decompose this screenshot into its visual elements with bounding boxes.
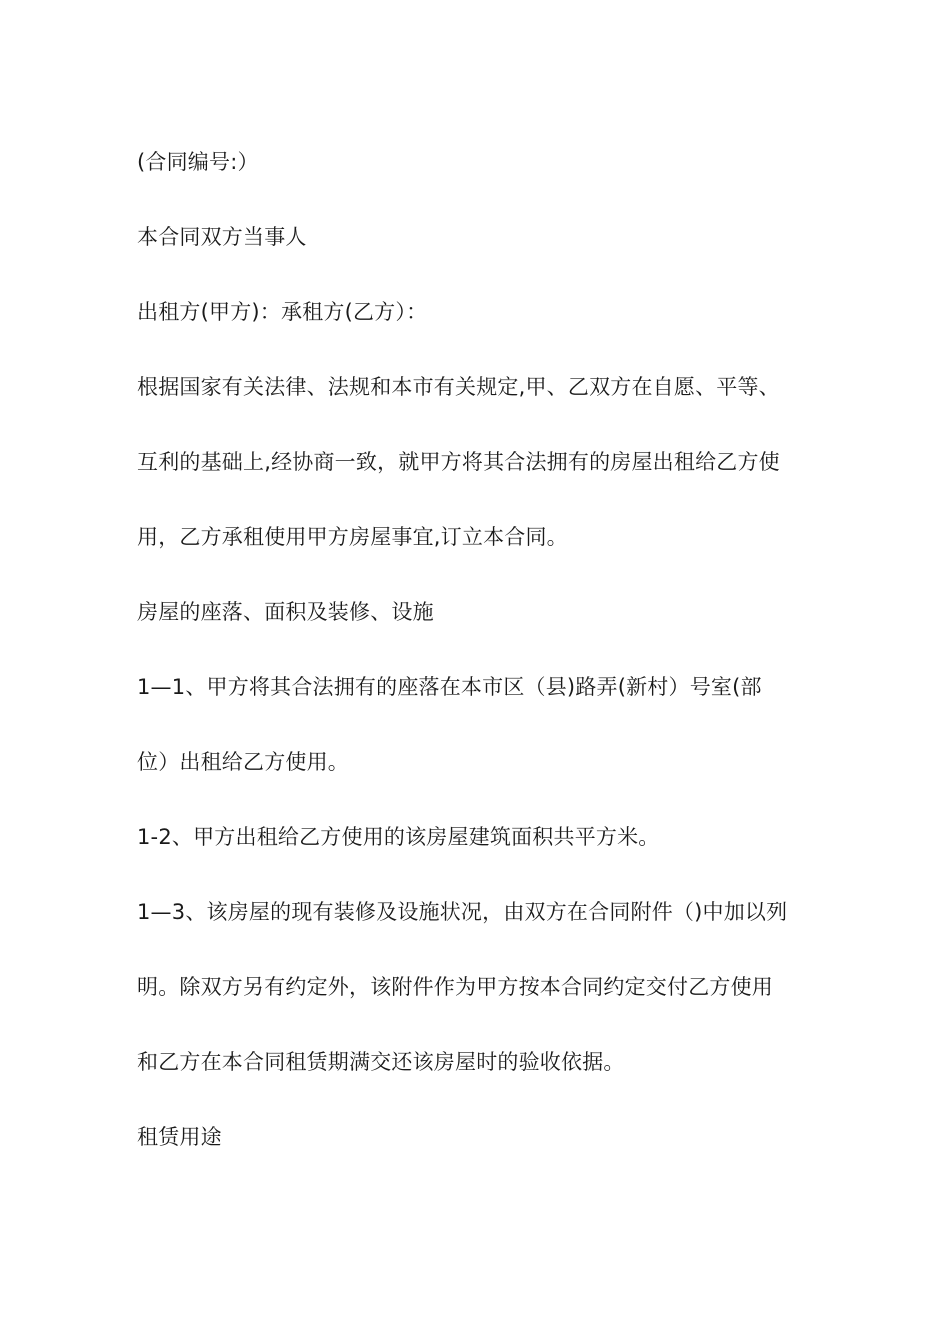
clause-1-1-line: 位）出租给乙方使用。 xyxy=(137,750,349,774)
paragraph-line: 互利的基础上,经协商一致，就甲方将其合法拥有的房屋出租给乙方使 xyxy=(137,450,780,474)
clause-1-3-line: 和乙方在本合同租赁期满交还该房屋时的验收依据。 xyxy=(137,1050,625,1074)
clause-1-3-line: 1—3、该房屋的现有装修及设施状况，由双方在合同附件（)中加以列 xyxy=(137,900,788,924)
lessor-lessee-line: 出租方(甲方)：承租方(乙方）： xyxy=(137,300,428,324)
contract-number-line: (合同编号:） xyxy=(137,150,259,174)
paragraph-line: 用，乙方承租使用甲方房屋事宜,订立本合同。 xyxy=(137,525,568,549)
clause-1-3-line: 明。除双方另有约定外，该附件作为甲方按本合同约定交付乙方使用 xyxy=(137,975,773,999)
clause-1-2-line: 1-2、甲方出租给乙方使用的该房屋建筑面积共平方米。 xyxy=(137,825,660,849)
section-heading-location: 房屋的座落、面积及装修、设施 xyxy=(137,600,434,624)
parties-heading: 本合同双方当事人 xyxy=(137,225,307,249)
section-heading-purpose: 租赁用途 xyxy=(137,1125,222,1149)
clause-1-1-line: 1—1、甲方将其合法拥有的座落在本市区（县)路弄(新村）号室(部 xyxy=(137,675,762,699)
paragraph-line: 根据国家有关法律、法规和本市有关规定,甲、乙双方在自愿、平等、 xyxy=(137,375,780,399)
